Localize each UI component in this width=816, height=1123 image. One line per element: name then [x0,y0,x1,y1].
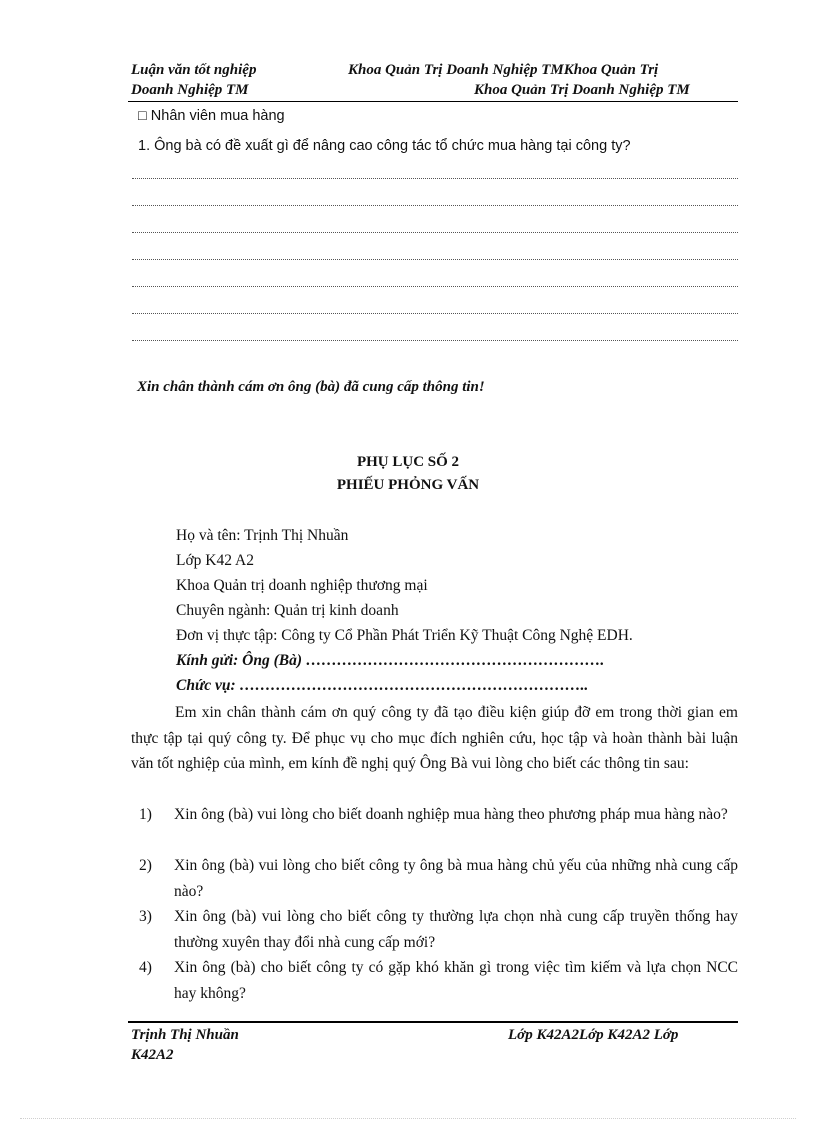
appendix-title: PHỤ LỤC SỐ 2 [356,454,460,470]
answer-line [132,232,738,233]
footer-left-line2: K42A2 [131,1047,174,1063]
footer-left-line1: Trịnh Thị Nhuần [131,1027,239,1043]
answer-line [132,313,738,314]
question-number: 3) [139,908,152,925]
question-item [139,802,738,828]
footer-right-line1: Lớp K42A2Lớp K42A2 Lớp [508,1027,679,1043]
question-text: Xin ông (bà) vui lòng cho biết công ty thường lựa chọn nhà cung cấp truyền thống hay thường xuyên thay đổi nhà cung cấp mới? [174,908,738,951]
answer-line [132,205,738,206]
question-item [139,904,738,955]
info-unit: Đơn vị thực tập: Công ty Cổ Phần Phát Triển Kỹ Thuật Công Nghệ EDH. [176,627,633,644]
answer-line [132,340,738,341]
answer-line [132,286,738,287]
header-right-line2: Khoa Quản Trị Doanh Nghiệp TM [474,82,690,98]
question-number: 4) [139,959,152,976]
appendix-subtitle: PHIẾU PHỎNG VẤN [336,477,480,493]
answer-line [132,259,738,260]
bullet-item [138,108,285,124]
bullet-label: Nhân viên mua hàng [150,108,285,124]
page-bottom-border [20,1118,796,1119]
header-left-line2: Doanh Nghiệp TM [131,82,249,98]
question-item [139,853,738,904]
question-text: Xin ông (bà) cho biết công ty có gặp khó khăn gì trong việc tìm kiếm và lựa chọn NCC hay không? [174,959,738,1002]
question-item [139,955,738,1006]
info-name: Họ và tên: Trịnh Thị Nhuần [176,527,349,544]
question-number: 1) [139,806,152,823]
question-text: Xin ông (bà) vui lòng cho biết doanh nghiệp mua hàng theo phương pháp mua hàng nào? [174,806,728,823]
info-position: Chức vụ: ………………………………………………………….. [176,677,589,694]
header-left-line1: Luận văn tốt nghiệp [131,62,257,78]
question-number: 2) [139,857,152,874]
info-class: Lớp K42 A2 [176,552,254,569]
footer-rule [128,1021,738,1023]
info-addressee: Kính gửi: Ông (Bà) …………………………………………………. [176,652,605,669]
header-center-line1: Khoa Quản Trị Doanh Nghiệp TMKhoa Quản Trị [348,62,659,78]
info-faculty: Khoa Quản trị doanh nghiệp thương mại [176,577,428,594]
question-text: Xin ông (bà) vui lòng cho biết công ty ông bà mua hàng chủ yếu của những nhà cung cấp nào? [174,857,738,900]
question-text: 1. Ông bà có đề xuất gì để nâng cao công tác tổ chức mua hàng tại công ty? [138,138,631,154]
thanks-note: Xin chân thành cám ơn ông (bà) đã cung cấp thông tin! [137,379,485,395]
answer-line [132,178,738,179]
checkbox-icon: □ [138,108,147,124]
intro-text: Em xin chân thành cám ơn quý công ty đã tạo điều kiện giúp đỡ em trong thời gian em thực tập tại quý công ty. Để phục vụ cho mục đích nghiên cứu, học tập và hoàn thành bài luận văn tốt nghiệp của mình, em kính đề nghị quý Ông Bà vui lòng cho biết các thông tin sau: [131,704,738,772]
info-major: Chuyên ngành: Quản trị kinh doanh [176,602,399,619]
intro-paragraph [131,700,738,777]
header-rule [128,101,738,102]
